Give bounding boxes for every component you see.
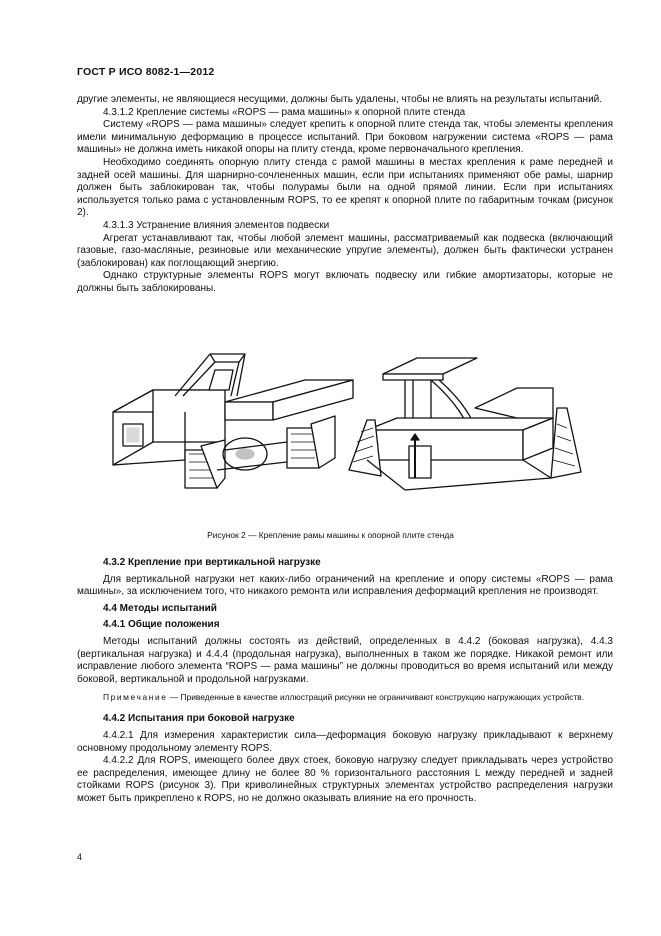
document-header: ГОСТ Р ИСО 8082-1—2012 xyxy=(77,66,215,78)
paragraph: другие элементы, не являющиеся несущими, должны быть удалены, чтобы не влиять на результаты испытаний. xyxy=(77,94,603,105)
paragraph: Необходимо соединять опорную плиту стенда с рамой машины в местах крепления к раме передней и задней осей машины. Для шарнирно-сочлененных машин, если при испытаниях применяют обе рамы, шарнир должен быть заблокирован так, чтобы полурамы были на одной прямой линии. Если при испытаниях используется только рама с установленным ROPS, то ее крепят к опорной плите по габаритным точкам (рисунок 2). xyxy=(77,156,613,219)
text-block-bottom xyxy=(77,557,613,806)
right-frame-drawing xyxy=(349,358,581,490)
figure-2-illustration xyxy=(105,350,585,520)
left-frame-drawing xyxy=(113,354,353,488)
subsection-title: 4.3.1.3 Устранение влияния элементов подвески xyxy=(103,219,330,231)
section-title: 4.4.1 Общие положения xyxy=(103,619,220,631)
page-number: 4 xyxy=(77,852,83,862)
subsection-title: 4.3.1.2 Крепление системы «ROPS — рама машины» к опорной плите стенда xyxy=(103,106,466,118)
paragraph: 4.4.2.2 Для ROPS, имеющего более двух стоек, боковую нагрузку следует прикладывать через устройство ее распределения, имеющее длину не более 80 % горизонтального расстояния L между передней и задней стойками ROPS (рисунок 3). При криволинейных структурных элементах устройство распределения нагрузки может быть прикреплено к ROPS, но не должно оказывать влияние на его прочность. xyxy=(77,755,613,804)
section-title: 4.4 Методы испытаний xyxy=(103,602,217,614)
figure-caption: Рисунок 2 — Крепление рамы машины к опорной плите стенда xyxy=(207,530,454,540)
note-text: — Приведенные в качестве иллюстраций рисунки не ограничивают конструкцию нагружающих устройств. xyxy=(167,692,585,703)
section-title: 4.4.2 Испытания при боковой нагрузке xyxy=(103,713,295,725)
paragraph: Однако структурные элементы ROPS могут включать подвеску или гибкие амортизаторы, которые не должны быть заблокированы. xyxy=(77,270,613,294)
section-title: 4.3.2 Крепление при вертикальной нагрузке xyxy=(103,557,321,568)
note xyxy=(77,692,613,703)
paragraph: 4.4.2.1 Для измерения характеристик сила—деформация боковую нагрузку прикладывают к верхнему основному продольному элементу ROPS. xyxy=(77,729,613,754)
paragraph: Систему «ROPS — рама машины» следует крепить к опорной плите стенда так, чтобы элементы крепления имели минимальную деформацию в процессе испытаний. При боковом нагружении система «ROPS — рама машины» не должна иметь никакой опоры на плиту стенда, кроме первоначального крепления. xyxy=(77,119,613,156)
paragraph: Для вертикальной нагрузки нет каких-либо ограничений на крепление и опору системы «ROPS — рама машины», за исключением того, что никакого ремонта или исправления деформаций крепления не производят. xyxy=(77,573,613,598)
text-block-top xyxy=(77,94,613,296)
note-label: Примечание xyxy=(103,692,168,703)
paragraph: Агрегат устанавливают так, чтобы любой элемент машины, рассматриваемый как подвеска (включающий газовые, газо-масляные, резиновые или механические упругие элементы), должен быть фактически устранен (заблокирован) как поглощающий энергию. xyxy=(77,232,613,269)
paragraph: Методы испытаний должны состоять из действий, определенных в 4.4.2 (боковая нагрузка), 4.4.3 (вертикальная нагрузка) и 4.4.4 (продольная нагрузка), выполненных в таком же порядке. Никакой ремонт или исправление любого элемента “ROPS — рама машины” не должны проводиться во время испытаний или между боковой, вертикальной и продольной нагрузками. xyxy=(77,635,613,685)
